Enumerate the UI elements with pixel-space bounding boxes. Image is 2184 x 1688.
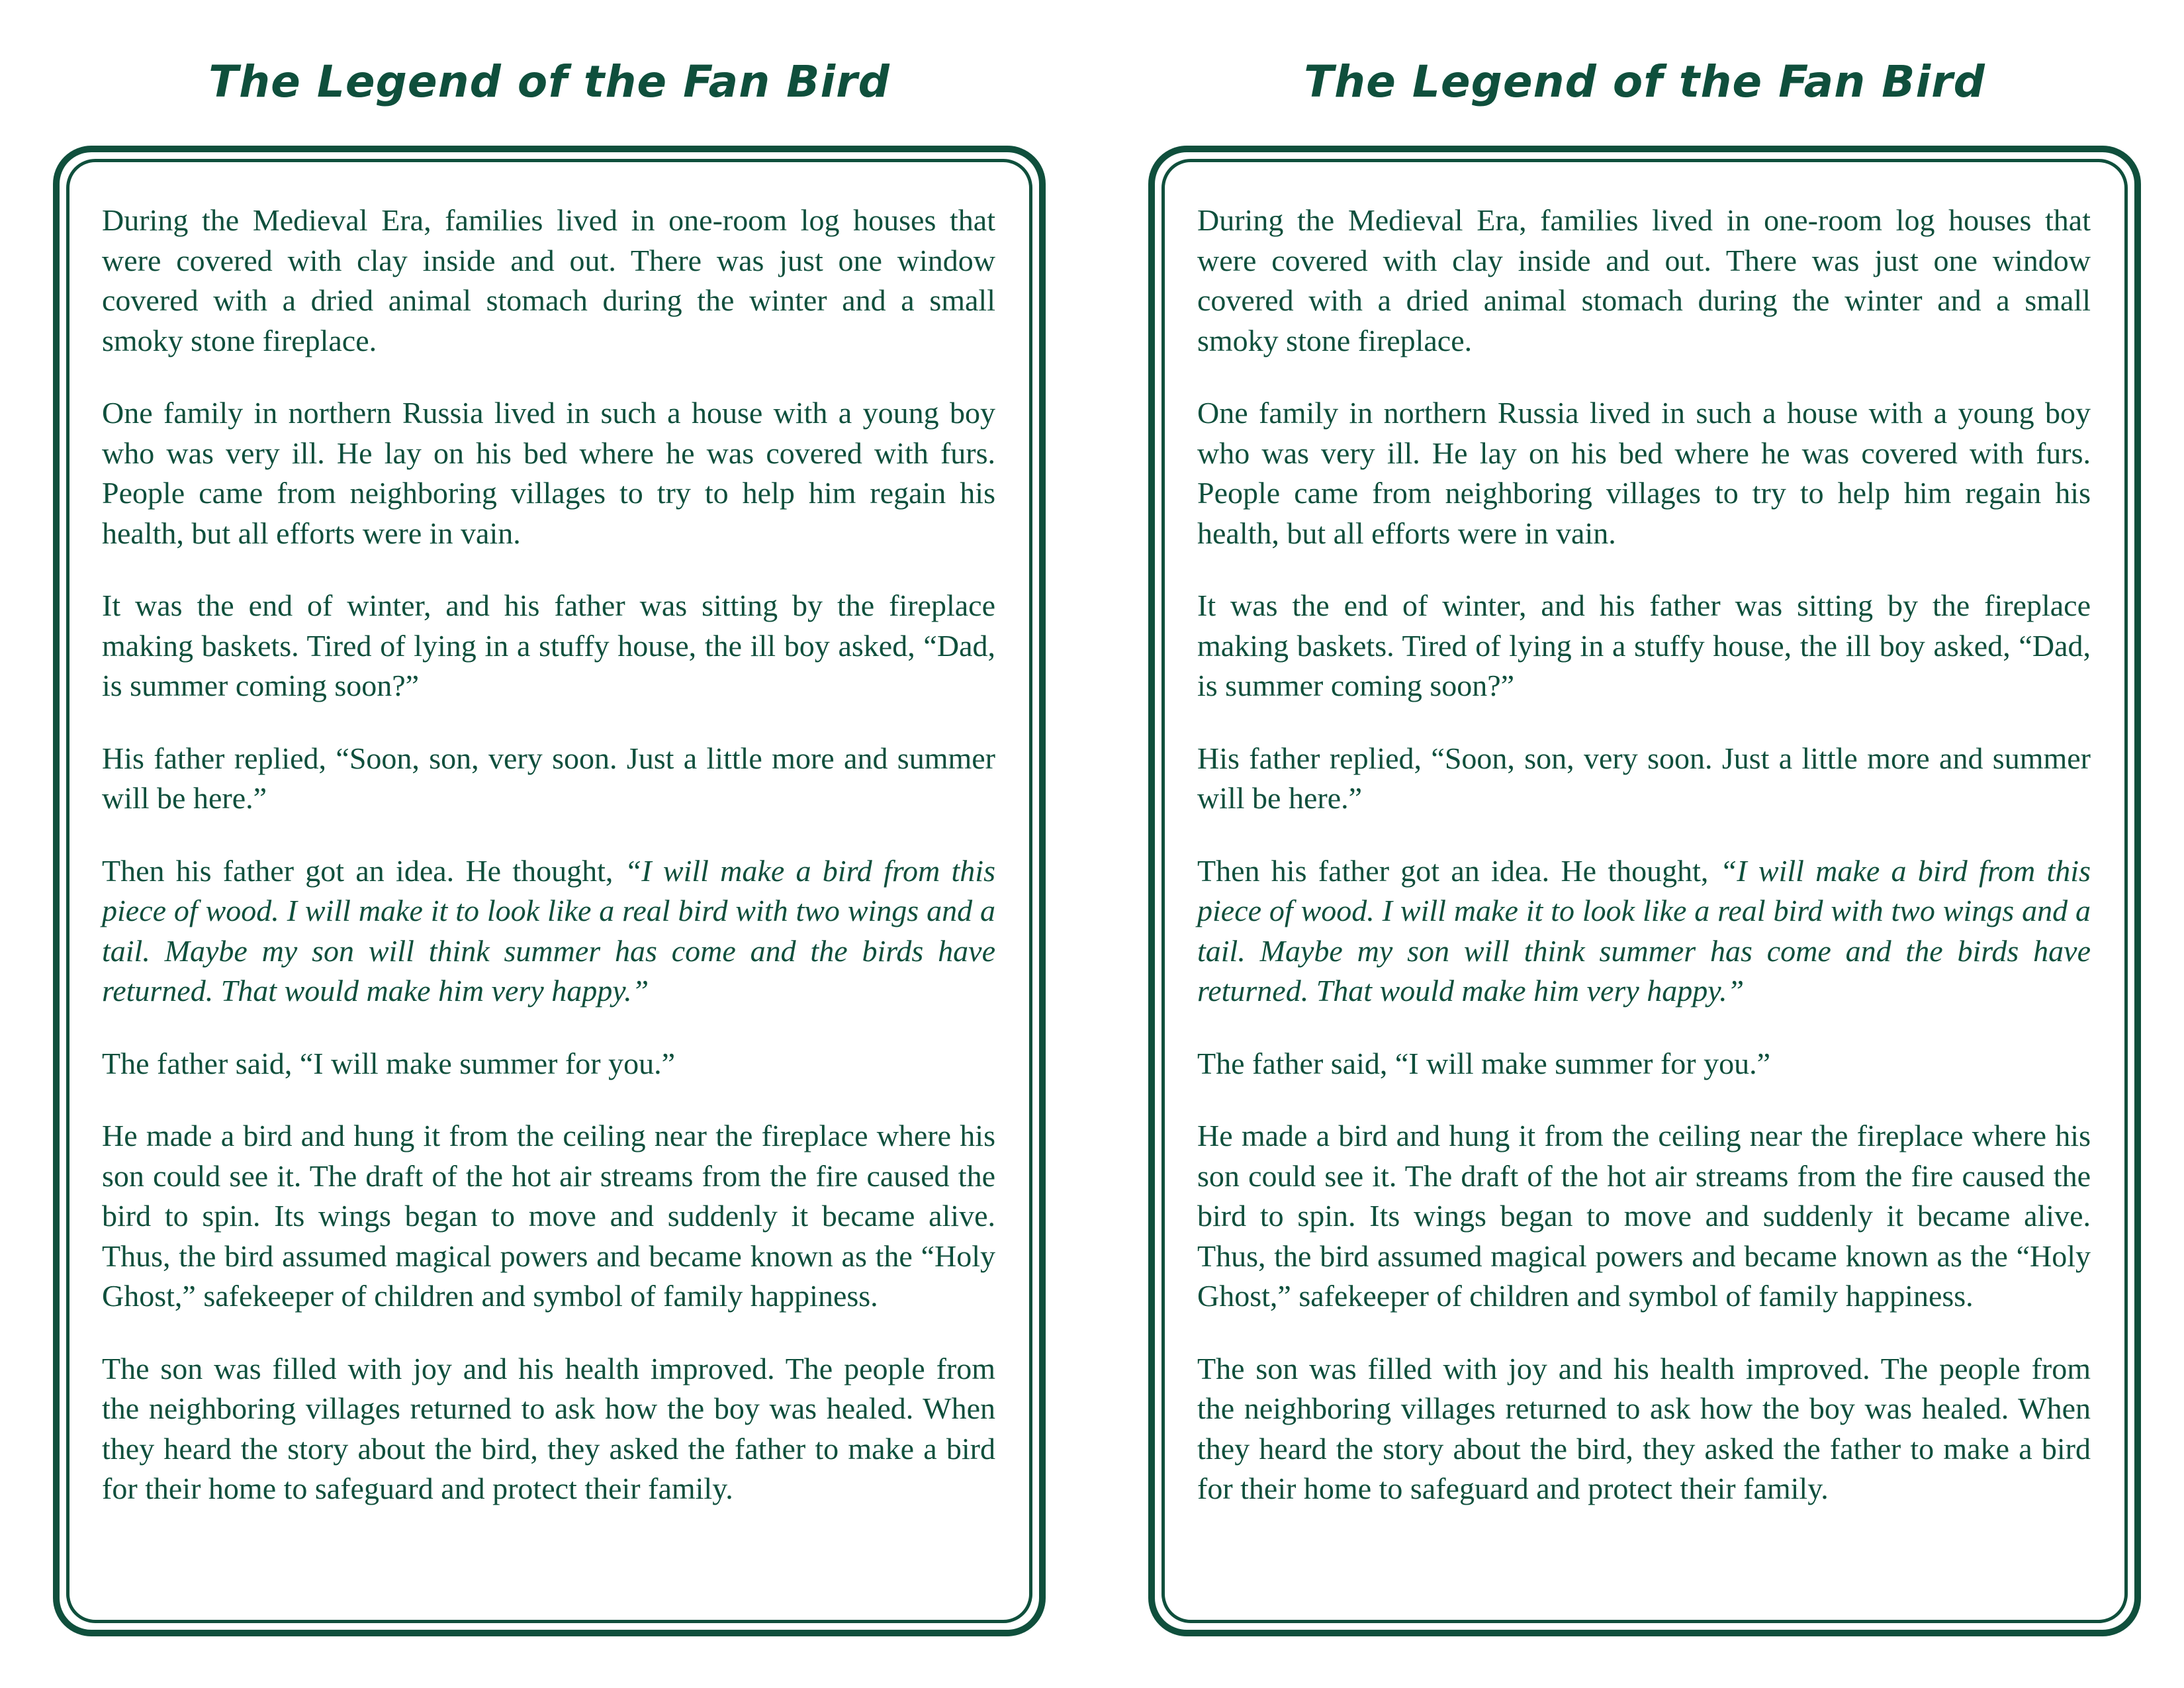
- page-title: The Legend of the Fan Bird: [208, 56, 890, 107]
- paragraph-5-lead: Then his father got an idea. He thought,: [102, 853, 625, 888]
- paragraph-6: The father said, “I will make summer for you.”: [1197, 1046, 1771, 1080]
- paragraph-5: [1197, 851, 2091, 1011]
- story-text: [102, 201, 995, 1542]
- paragraph-6: The father said, “I will make summer for you.”: [102, 1046, 676, 1080]
- paragraph-5-thought: “I will make a bird from this piece of wood. I will make it to look like a real bird with two wings and a tail. Maybe my son will think summer has come and the birds have returned. That would make him very happy.”: [1197, 853, 2091, 1008]
- paragraph-3: It was the end of winter, and his father was sitting by the fireplace making baskets. Tired of lying in a stuffy house, the ill boy asked, “Dad, is summer coming soon?”: [102, 588, 995, 702]
- paragraph-5-thought: “I will make a bird from this piece of wood. I will make it to look like a real bird with two wings and a tail. Maybe my son will think summer has come and the birds have returned. That would make him very happy.”: [102, 853, 995, 1008]
- page-title: The Legend of the Fan Bird: [1304, 56, 1985, 107]
- paragraph-2: One family in northern Russia lived in such a house with a young boy who was very ill. He lay on his bed where he was covered with furs. People came from neighboring villages to try to help him regain his health, but all efforts were in vain.: [102, 396, 995, 550]
- paragraph-1: During the Medieval Era, families lived in one-room log houses that were covered with clay inside and out. There was just one window covered with a dried animal stomach during the winter and a small smoky stone fireplace.: [102, 203, 995, 357]
- right-page: [1148, 0, 2141, 1688]
- paragraph-5: [102, 851, 995, 1011]
- story-text: [1197, 201, 2091, 1542]
- left-page: [53, 0, 1046, 1688]
- paragraph-3: It was the end of winter, and his father was sitting by the fireplace making baskets. Tired of lying in a stuffy house, the ill boy asked, “Dad, is summer coming soon?”: [1197, 588, 2091, 702]
- paragraph-1: During the Medieval Era, families lived in one-room log houses that were covered with clay inside and out. There was just one window covered with a dried animal stomach during the winter and a small smoky stone fireplace.: [1197, 203, 2091, 357]
- paragraph-4: His father replied, “Soon, son, very soon. Just a little more and summer will be here.”: [102, 741, 995, 815]
- paragraph-8: The son was filled with joy and his health improved. The people from the neighboring villages returned to ask how the boy was healed. When they heard the story about the bird, they asked the father to make a bird for their home to safeguard and protect their family.: [102, 1351, 995, 1505]
- paragraph-4: His father replied, “Soon, son, very soon. Just a little more and summer will be here.”: [1197, 741, 2091, 815]
- paragraph-8: The son was filled with joy and his health improved. The people from the neighboring villages returned to ask how the boy was healed. When they heard the story about the bird, they asked the father to make a bird for their home to safeguard and protect their family.: [1197, 1351, 2091, 1505]
- paragraph-5-lead: Then his father got an idea. He thought,: [1197, 853, 1720, 888]
- paragraph-7: He made a bird and hung it from the ceiling near the fireplace where his son could see it. The draft of the hot air streams from the fire caused the bird to spin. Its wings began to move and suddenly it became alive. Thus, the bird assumed magical powers and became known as the “Holy Ghost,” safekeeper of children and symbol of family happiness.: [102, 1119, 995, 1313]
- paragraph-2: One family in northern Russia lived in such a house with a young boy who was very ill. He lay on his bed where he was covered with furs. People came from neighboring villages to try to help him regain his health, but all efforts were in vain.: [1197, 396, 2091, 550]
- paragraph-7: He made a bird and hung it from the ceiling near the fireplace where his son could see it. The draft of the hot air streams from the fire caused the bird to spin. Its wings began to move and suddenly it became alive. Thus, the bird assumed magical powers and became known as the “Holy Ghost,” safekeeper of children and symbol of family happiness.: [1197, 1119, 2091, 1313]
